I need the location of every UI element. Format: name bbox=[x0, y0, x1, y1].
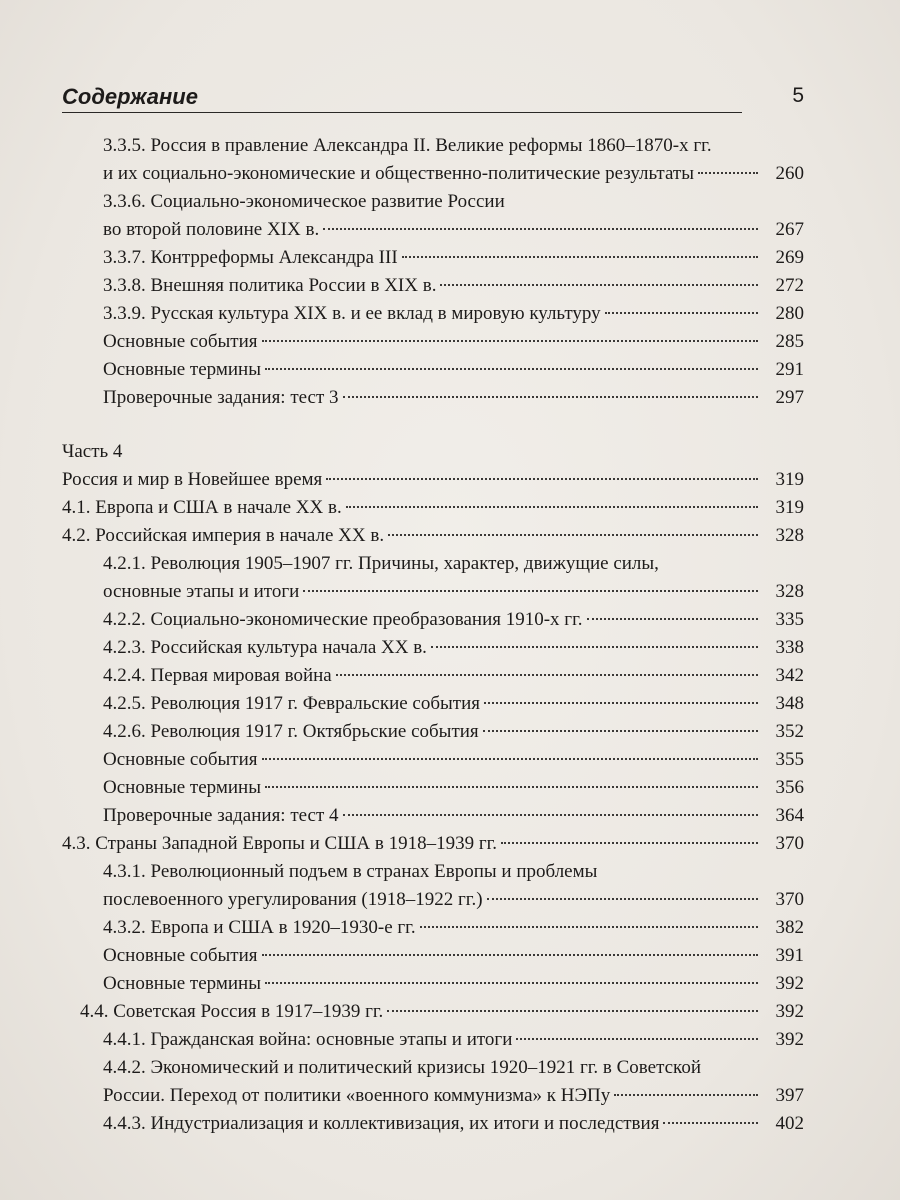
toc-entry-title: Россия и мир в Новейшее время bbox=[62, 469, 323, 490]
toc-page-number: 355 bbox=[775, 749, 804, 770]
toc-entry-title: 4.3.2. Европа и США в 1920–1930-е гг. bbox=[103, 917, 416, 938]
toc-entry-line bbox=[0, 244, 900, 272]
toc-page-number: 352 bbox=[775, 721, 804, 742]
toc-page-number: 370 bbox=[775, 833, 804, 854]
toc-entry-title: 3.3.8. Внешняя политика России в XIX в. bbox=[103, 275, 437, 296]
toc-entry-line bbox=[0, 1110, 900, 1138]
toc-page-number: 392 bbox=[775, 1001, 804, 1022]
toc-entry-title: 4.2.1. Революция 1905–1907 гг. Причины, характер, движущие силы, bbox=[103, 553, 659, 574]
toc-entry-title: 3.3.6. Социально-экономическое развитие России bbox=[103, 191, 505, 212]
toc-entry-title: 4.2.3. Российская культура начала XX в. bbox=[103, 637, 427, 658]
toc-entry-line bbox=[0, 578, 900, 606]
toc-entry-line bbox=[0, 272, 900, 300]
toc-entry-title: послевоенного урегулирования (1918–1922 гг.) bbox=[103, 889, 483, 910]
toc-entry-line bbox=[0, 662, 900, 690]
toc-entry-title: Проверочные задания: тест 3 bbox=[103, 387, 339, 408]
toc-entry-line bbox=[0, 606, 900, 634]
toc-page-number: 319 bbox=[775, 469, 804, 490]
toc-entry-line bbox=[0, 970, 900, 998]
toc-entry-line bbox=[0, 718, 900, 746]
leader-dots bbox=[484, 702, 758, 704]
toc-entry-line bbox=[0, 188, 900, 216]
leader-dots bbox=[431, 646, 758, 648]
toc-page-number: 328 bbox=[775, 525, 804, 546]
leader-dots bbox=[262, 758, 759, 760]
toc-page-number: 382 bbox=[775, 917, 804, 938]
leader-dots bbox=[587, 618, 759, 620]
toc-entry-line bbox=[0, 634, 900, 662]
toc-page-number: 392 bbox=[775, 1029, 804, 1050]
toc-entry-title: Основные термины bbox=[103, 777, 261, 798]
leader-dots bbox=[516, 1038, 758, 1040]
toc-entry-title: 4.2. Российская империя в начале XX в. bbox=[62, 525, 385, 546]
leader-dots bbox=[303, 590, 758, 592]
toc-page-number: 267 bbox=[775, 219, 804, 240]
leader-dots bbox=[614, 1094, 758, 1096]
toc-page-number: 280 bbox=[775, 303, 804, 324]
toc-entry-line bbox=[0, 1082, 900, 1110]
toc-entry-title: Основные события bbox=[103, 749, 258, 770]
leader-dots bbox=[343, 396, 758, 398]
toc-entry-line bbox=[0, 1026, 900, 1054]
toc-page-number: 397 bbox=[775, 1085, 804, 1106]
toc-entry-line bbox=[0, 466, 900, 494]
toc-entry-title: Основные события bbox=[103, 945, 258, 966]
toc-entry-title: Основные термины bbox=[103, 973, 261, 994]
leader-dots bbox=[483, 730, 758, 732]
toc-entry-line bbox=[0, 550, 900, 578]
toc-entry-line bbox=[0, 160, 900, 188]
leader-dots bbox=[420, 926, 758, 928]
leader-dots bbox=[265, 982, 758, 984]
toc-entry-line bbox=[0, 328, 900, 356]
part-label-text: Часть 4 bbox=[62, 441, 123, 462]
toc-entry-line bbox=[0, 300, 900, 328]
toc-entry-title: 4.2.4. Первая мировая война bbox=[103, 665, 332, 686]
toc-page-number: 391 bbox=[775, 945, 804, 966]
toc-entry-title: и их социально-экономические и общественно-политические результаты bbox=[103, 163, 694, 184]
toc-entry-line bbox=[0, 774, 900, 802]
toc-entry-title: основные этапы и итоги bbox=[103, 581, 300, 602]
toc-page-number: 342 bbox=[775, 665, 804, 686]
leader-dots bbox=[663, 1122, 758, 1124]
toc-entry-line bbox=[0, 216, 900, 244]
toc-page-number: 260 bbox=[775, 163, 804, 184]
toc-entry-line bbox=[0, 830, 900, 858]
leader-dots bbox=[336, 674, 758, 676]
leader-dots bbox=[605, 312, 758, 314]
toc-entry-line bbox=[0, 942, 900, 970]
toc-page-number: 356 bbox=[775, 777, 804, 798]
toc-entry-line bbox=[0, 746, 900, 774]
toc-entry-line bbox=[0, 998, 900, 1026]
toc-entry-title: 4.2.6. Революция 1917 г. Октябрьские события bbox=[103, 721, 479, 742]
toc-entry-title: 4.4.2. Экономический и политический кризисы 1920–1921 гг. в Советской bbox=[103, 1057, 701, 1078]
leader-dots bbox=[698, 172, 758, 174]
toc-page-number: 370 bbox=[775, 889, 804, 910]
section-gap bbox=[0, 412, 900, 438]
toc-entry-line bbox=[0, 522, 900, 550]
toc-entry-line bbox=[0, 914, 900, 942]
leader-dots bbox=[346, 506, 758, 508]
running-header bbox=[62, 84, 804, 114]
toc-entry-title: 4.4.1. Гражданская война: основные этапы и итоги bbox=[103, 1029, 513, 1050]
toc-page-number: 348 bbox=[775, 693, 804, 714]
toc-page-number: 269 bbox=[775, 247, 804, 268]
toc-entry-line bbox=[0, 1054, 900, 1082]
leader-dots bbox=[323, 228, 758, 230]
table-of-contents bbox=[0, 132, 900, 1138]
toc-page-number: 392 bbox=[775, 973, 804, 994]
leader-dots bbox=[387, 1010, 758, 1012]
leader-dots bbox=[501, 842, 758, 844]
toc-entry-title: во второй половине XIX в. bbox=[103, 219, 320, 240]
toc-entry-line bbox=[0, 494, 900, 522]
toc-page-number: 328 bbox=[775, 581, 804, 602]
toc-page-number: 364 bbox=[775, 805, 804, 826]
toc-entry-title: 4.4. Советская Россия в 1917–1939 гг. bbox=[80, 1001, 384, 1022]
leader-dots bbox=[388, 534, 758, 536]
leader-dots bbox=[326, 478, 758, 480]
toc-entry-title: 4.3.1. Революционный подъем в странах Европы и проблемы bbox=[103, 861, 598, 882]
leader-dots bbox=[440, 284, 758, 286]
toc-entry-line bbox=[0, 132, 900, 160]
toc-page-number: 272 bbox=[775, 275, 804, 296]
part-label bbox=[0, 438, 900, 466]
toc-entry-line bbox=[0, 886, 900, 914]
toc-entry-title: 4.2.5. Революция 1917 г. Февральские события bbox=[103, 693, 480, 714]
toc-page-number: 319 bbox=[775, 497, 804, 518]
toc-entry-line bbox=[0, 356, 900, 384]
toc-entry-title: 4.3. Страны Западной Европы и США в 1918–1939 гг. bbox=[62, 833, 498, 854]
page-number: 5 bbox=[792, 84, 804, 107]
leader-dots bbox=[265, 786, 758, 788]
leader-dots bbox=[265, 368, 758, 370]
leader-dots bbox=[487, 898, 758, 900]
toc-entry-title: 4.2.2. Социально-экономические преобразования 1910-х гг. bbox=[103, 609, 583, 630]
toc-entry-line bbox=[0, 690, 900, 718]
toc-entry-title: 3.3.5. Россия в правление Александра II. Великие реформы 1860–1870-х гг. bbox=[103, 135, 712, 156]
toc-page-number: 335 bbox=[775, 609, 804, 630]
toc-page-number: 402 bbox=[775, 1113, 804, 1134]
toc-entry-title: России. Переход от политики «военного коммунизма» к НЭПу bbox=[103, 1085, 611, 1106]
leader-dots bbox=[402, 256, 758, 258]
toc-page-number: 338 bbox=[775, 637, 804, 658]
toc-entry-title: Основные термины bbox=[103, 359, 261, 380]
toc-entry-title: 3.3.7. Контрреформы Александра III bbox=[103, 247, 398, 268]
toc-entry-title: Проверочные задания: тест 4 bbox=[103, 805, 339, 826]
leader-dots bbox=[343, 814, 758, 816]
toc-entry-line bbox=[0, 858, 900, 886]
toc-entry-line bbox=[0, 384, 900, 412]
leader-dots bbox=[262, 340, 759, 342]
page-title: Содержание bbox=[62, 84, 198, 109]
toc-page-number: 297 bbox=[775, 387, 804, 408]
toc-entry-title: 4.4.3. Индустриализация и коллективизация, их итоги и последствия bbox=[103, 1113, 660, 1134]
header-rule bbox=[62, 112, 742, 113]
toc-page-number: 291 bbox=[775, 359, 804, 380]
toc-entry-title: Основные события bbox=[103, 331, 258, 352]
toc-entry-title: 4.1. Европа и США в начале XX в. bbox=[62, 497, 342, 518]
leader-dots bbox=[262, 954, 759, 956]
toc-page-number: 285 bbox=[775, 331, 804, 352]
toc-entry-title: 3.3.9. Русская культура XIX в. и ее вклад в мировую культуру bbox=[103, 303, 601, 324]
toc-entry-line bbox=[0, 802, 900, 830]
